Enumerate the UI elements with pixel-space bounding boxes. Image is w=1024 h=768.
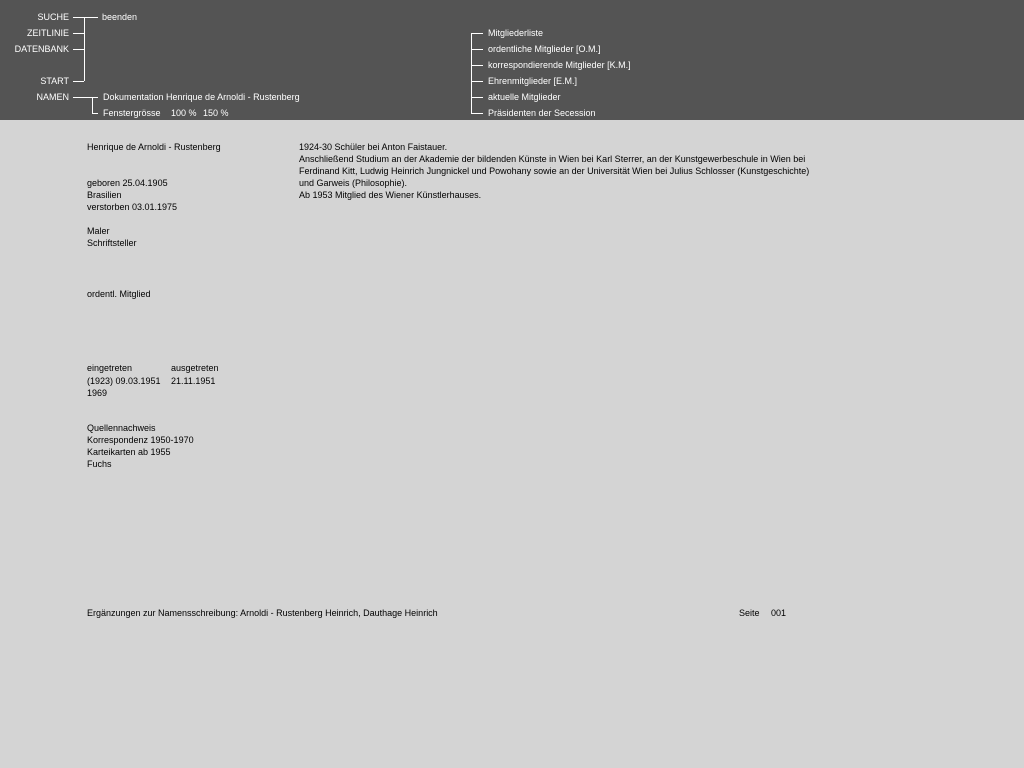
tree-connector-suche — [73, 17, 98, 18]
membership-type: ordentl. Mitglied — [87, 289, 151, 299]
biography-line: Ab 1953 Mitglied des Wiener Künstlerhauses. — [299, 190, 482, 200]
left-header: ausgetreten — [171, 363, 219, 373]
exit-link[interactable]: beenden — [102, 12, 138, 22]
nav-item-datenbank[interactable]: DATENBANK — [14, 44, 69, 54]
person-name: Henrique de Arnoldi - Rustenberg — [87, 142, 221, 152]
nav-current-members[interactable]: aktuelle Mitglieder — [488, 92, 561, 102]
top-navigation-bar — [0, 0, 1024, 120]
tree-trunk-left — [84, 17, 85, 81]
joined-value-2: 1969 — [87, 388, 108, 398]
nav-presidents[interactable]: Präsidenten der Secession — [488, 108, 596, 118]
biography-line: Anschließend Studium an der Akademie der bildenden Künste in Wien bei Karl Sterrer, an der Kunstgewerbeschule in Wien bei — [299, 154, 806, 164]
birth-country: Brasilien — [87, 190, 122, 200]
nav-member-list[interactable]: Mitgliederliste — [488, 28, 544, 38]
nav-item-zeitlinie[interactable]: ZEITLINIE — [26, 28, 69, 38]
page-label: Seite — [739, 608, 760, 618]
nav-item-start[interactable]: START — [40, 76, 69, 86]
nav-honorary-members[interactable]: Ehrenmitglieder [E.M.] — [488, 76, 578, 86]
zoom-100-button[interactable]: 100 % — [171, 108, 197, 118]
window-size-label: Fenstergrösse — [103, 108, 161, 118]
tree-connector-right-2 — [471, 49, 483, 50]
page-number: 001 — [771, 608, 787, 618]
biography-line: und Garweis (Philosophie). — [299, 178, 408, 188]
joined-header: eingetreten — [87, 363, 133, 373]
tree-connector-zeitlinie — [73, 33, 84, 34]
joined-value-1: (1923) 09.03.1951 — [87, 376, 161, 386]
tree-connector-right-6 — [471, 113, 483, 114]
source-item: Korrespondenz 1950-1970 — [87, 435, 194, 445]
nav-item-namen[interactable]: NAMEN — [36, 92, 69, 102]
biography-line: Ferdinand Kitt, Ludwig Heinrich Jungnickel und Powohany sowie an der Universität Wien bei Julius Schlosser (Kunstgeschichte) — [299, 166, 810, 176]
tree-connector-fenstergroesse — [92, 113, 98, 114]
tree-connector-right-1 — [471, 33, 483, 34]
tree-connector-right-5 — [471, 97, 483, 98]
left-value-1: 21.11.1951 — [171, 376, 216, 386]
zoom-150-button[interactable]: 150 % — [203, 108, 229, 118]
birth-date: geboren 25.04.1905 — [87, 178, 168, 188]
documentation-title: Dokumentation Henrique de Arnoldi - Rustenberg — [103, 92, 300, 102]
name-spelling-additions: Ergänzungen zur Namensschreibung: Arnoldi - Rustenberg Heinrich, Dauthage Heinrich — [87, 608, 438, 618]
tree-connector-right-4 — [471, 81, 483, 82]
profession-2: Schriftsteller — [87, 238, 137, 248]
biography-line: 1924-30 Schüler bei Anton Faistauer. — [299, 142, 448, 152]
tree-connector-datenbank — [73, 49, 84, 50]
tree-connector-namen — [73, 97, 98, 98]
death-date: verstorben 03.01.1975 — [87, 202, 178, 212]
nav-corresponding-members[interactable]: korrespondierende Mitglieder [K.M.] — [488, 60, 631, 70]
nav-item-suche[interactable]: SUCHE — [37, 12, 69, 22]
nav-ordinary-members[interactable]: ordentliche Mitglieder [O.M.] — [488, 44, 601, 54]
tree-branch-namen — [92, 97, 93, 113]
tree-trunk-right — [471, 33, 472, 113]
source-item: Karteikarten ab 1955 — [87, 447, 171, 457]
sources-heading: Quellennachweis — [87, 423, 156, 433]
tree-connector-start — [73, 81, 84, 82]
profession-1: Maler — [87, 226, 110, 236]
tree-connector-right-3 — [471, 65, 483, 66]
biography — [299, 141, 809, 201]
source-item: Fuchs — [87, 459, 112, 469]
